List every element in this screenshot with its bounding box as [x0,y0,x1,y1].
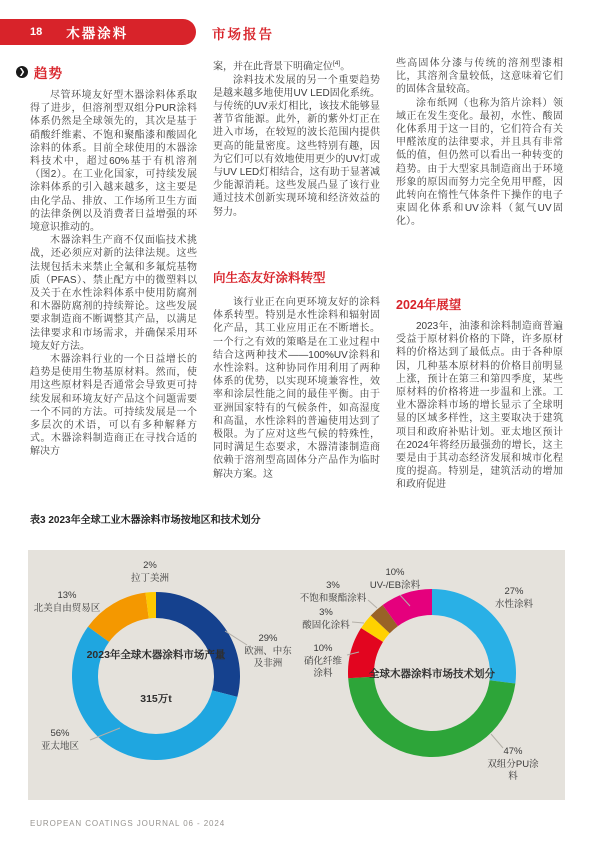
label-pct: 47% [503,746,523,757]
column-3-lower [396,320,563,492]
label-name: 拉丁美洲 [130,572,170,584]
paragraph: 涂布纸网（也称为箔片涂料）领域正在发生变化。最初，水性、酸固化体系用于这一目的，它们符合有关甲醛浓度的法律要求，并且具有非常低的值，但仍然可以看出一种转变的趋势。由于大型家具制造商出于环境形象的原因而努力完全免用甲醛，因此转向在惰性气体条件下操作的电子束固化体系和UV涂料（氮气UV固化）。 [396,97,563,228]
column-1 [30,89,197,459]
text: 案，并在此背景下明确定位 [213,61,333,73]
left-donut-total: 315万t [140,693,172,705]
figure-caption: 表3 2023年全球工业木器涂料市场按地区和技术划分 [30,515,261,526]
paragraph: 该行业正在向更环境友好的涂料体系转型。特别是水性涂料和辐射固化产品，其工业应用正在不断增长。一个行之有效的策略是在工业过程中结合这两种技术——100%UV涂料和水性涂料。这种协同作用利用了两种体系的优势，以实现环境兼容性，效率和涂层性能之间的最佳平衡。由于亚洲国家特有的气候条件，如高湿度和高温，水性涂料的普遍使用达到了极限。为了应对这些气候的特殊性，同时满足生态要求，木器清漆制造商依赖于溶剂型高固体分产品作为临时解决方案。这 [213,297,380,480]
label-name: 北美自由贸易区 [33,602,101,614]
chart-label-waterborne [495,586,533,611]
outlook-heading: 2024年展望 [396,298,462,312]
paragraph: 涂料技术发展的另一个重要趋势是越来越多地使用UV LED固化系统。与传统的UV汞灯相比，该技术能够显著节省能源。此外，新的紫外灯正在进入市场，在较短的波长范围内提供更高的能量密度。这些特别有趣，因为它们可以有效地使用更少的UV灯或与UV LED灯相结合，这有助于显著减少能源消耗。这些发展凸显了该行业通过技术创新实现环境和经济效益的努力。 [213,74,380,218]
label-pct: 3% [326,580,340,591]
label-pct: 10% [385,567,405,578]
chart-label-uv-eb [370,567,420,592]
paragraph: 木器涂料生产商不仅面临技术挑战，还必须应对新的法律法规。这些法规包括未来禁止全氟和多氟烷基物质（PFAS）、禁止配方中的微塑料以及关于在水性涂料体系中使用防腐剂和木器防腐剂的持续辩论。这些发展要求制造商不断调整其产品，以满足法律要求和市场需求，并确保采用环境友好方法。 [30,235,197,352]
label-name: 双组分PU涂料 [487,758,539,782]
chart-panel [28,550,565,800]
chart-label-asia-pacific [41,728,79,753]
column-3 [396,57,563,229]
chart-label-nafta [34,590,101,615]
label-name: 酸固化涂料 [302,619,350,631]
paragraph: 尽管环境友好型木器涂料体系取得了进步，但溶剂型双组分PUR涂料体系仍然是全球领先的，其次是基于硝酸纤维素、不饱和聚酯漆和酸固化涂料的体系。目前全球使用的木器涂料技术中，超过60%基于有机溶剂（图2）。在工业化国家，可持续发展涂料体系的引入越来越多，这主要是由化学品、排放、工作场所卫生方面的法律条例以及消费者日益增强的环境意识推动的。 [30,90,197,234]
label-pct: 10% [313,643,333,654]
chart-label-nitrocellulose [301,643,345,681]
paragraph-continuation [213,57,380,74]
donut-segment [156,592,240,697]
label-name: 水性涂料 [494,598,534,610]
header-section-badge [0,19,196,45]
journal-footer: EUROPEAN COATINGS JOURNAL 06 - 2024 [30,819,226,828]
label-name: 亚太地区 [40,740,80,752]
right-donut-title: 全球木器涂料市场技术划分 [369,668,495,680]
arrow-circle-icon: ❯ [16,66,28,78]
chart-label-unsaturated-polyester [300,580,367,605]
column-2 [213,57,380,219]
donut-chart-market-by-region [72,592,240,760]
report-tag: 市场报告 [212,27,274,42]
eco-transition-heading: 向生态友好涂料转型 [213,271,326,285]
column-2-lower [213,296,380,481]
section-title: 木器涂料 [66,26,129,41]
label-name: 硝化纤维涂料 [303,655,342,679]
paragraph-continuation: 些高固体分漆与传统的溶剂型漆相比，其溶剂含量较低，这意味着它们的固体含量较高。 [396,58,563,96]
chart-label-2k-pu [487,746,539,784]
label-pct: 3% [319,607,333,618]
paragraph: 木器涂料行业的一个日益增长的趋势是使用生物基原材料。然而，使用这些原材料是否通常会导致更可持续发展和环境友好产品这个问题需要一个不同的方法。可持续发展是一个多层次的术语，可以有多种解释方式。木器涂料制造商正在寻找合适的解决方 [30,354,197,458]
donut-segment [348,677,515,757]
label-pct: 13% [57,590,77,601]
text: 。 [340,61,351,73]
label-name: 欧洲、中东及非洲 [244,645,292,669]
label-pct: 56% [50,728,70,739]
left-donut-title: 2023年全球木器涂料市场产量 [86,649,226,661]
page-number: 18 [30,26,43,38]
label-pct: 29% [258,633,278,644]
paragraph: 2023年，油漆和涂料制造商普遍受益于原材料价格的下降，许多原材料的价格达到了最低点。由于各种原因，几种基本原材料的价格目前明显上涨，预计在第三和第四季度，某些原材料的价格将进一步温和上涨。工业木器涂料市场的增长显示了全球明显的区域多样性，这主要取决于建筑项目和政府补贴计划。亚太地区预计在2024年将经历最强劲的增长，这主要是由于其动态经济发展和城市化程度的提高。特别是，建筑活动的增加和政府促进 [396,321,563,491]
trend-heading-label: 趋势 [34,66,63,81]
footnote-ref: [4] [333,60,341,67]
label-name: 不饱和聚酯涂料 [299,592,367,604]
label-name: UV-/EB涂料 [369,579,421,591]
chart-label-acid-curing [302,607,350,632]
label-pct: 2% [143,560,157,571]
trend-heading [16,62,63,82]
label-pct: 27% [504,586,524,597]
chart-label-latin-america [131,560,169,585]
chart-label-emea [240,633,296,671]
